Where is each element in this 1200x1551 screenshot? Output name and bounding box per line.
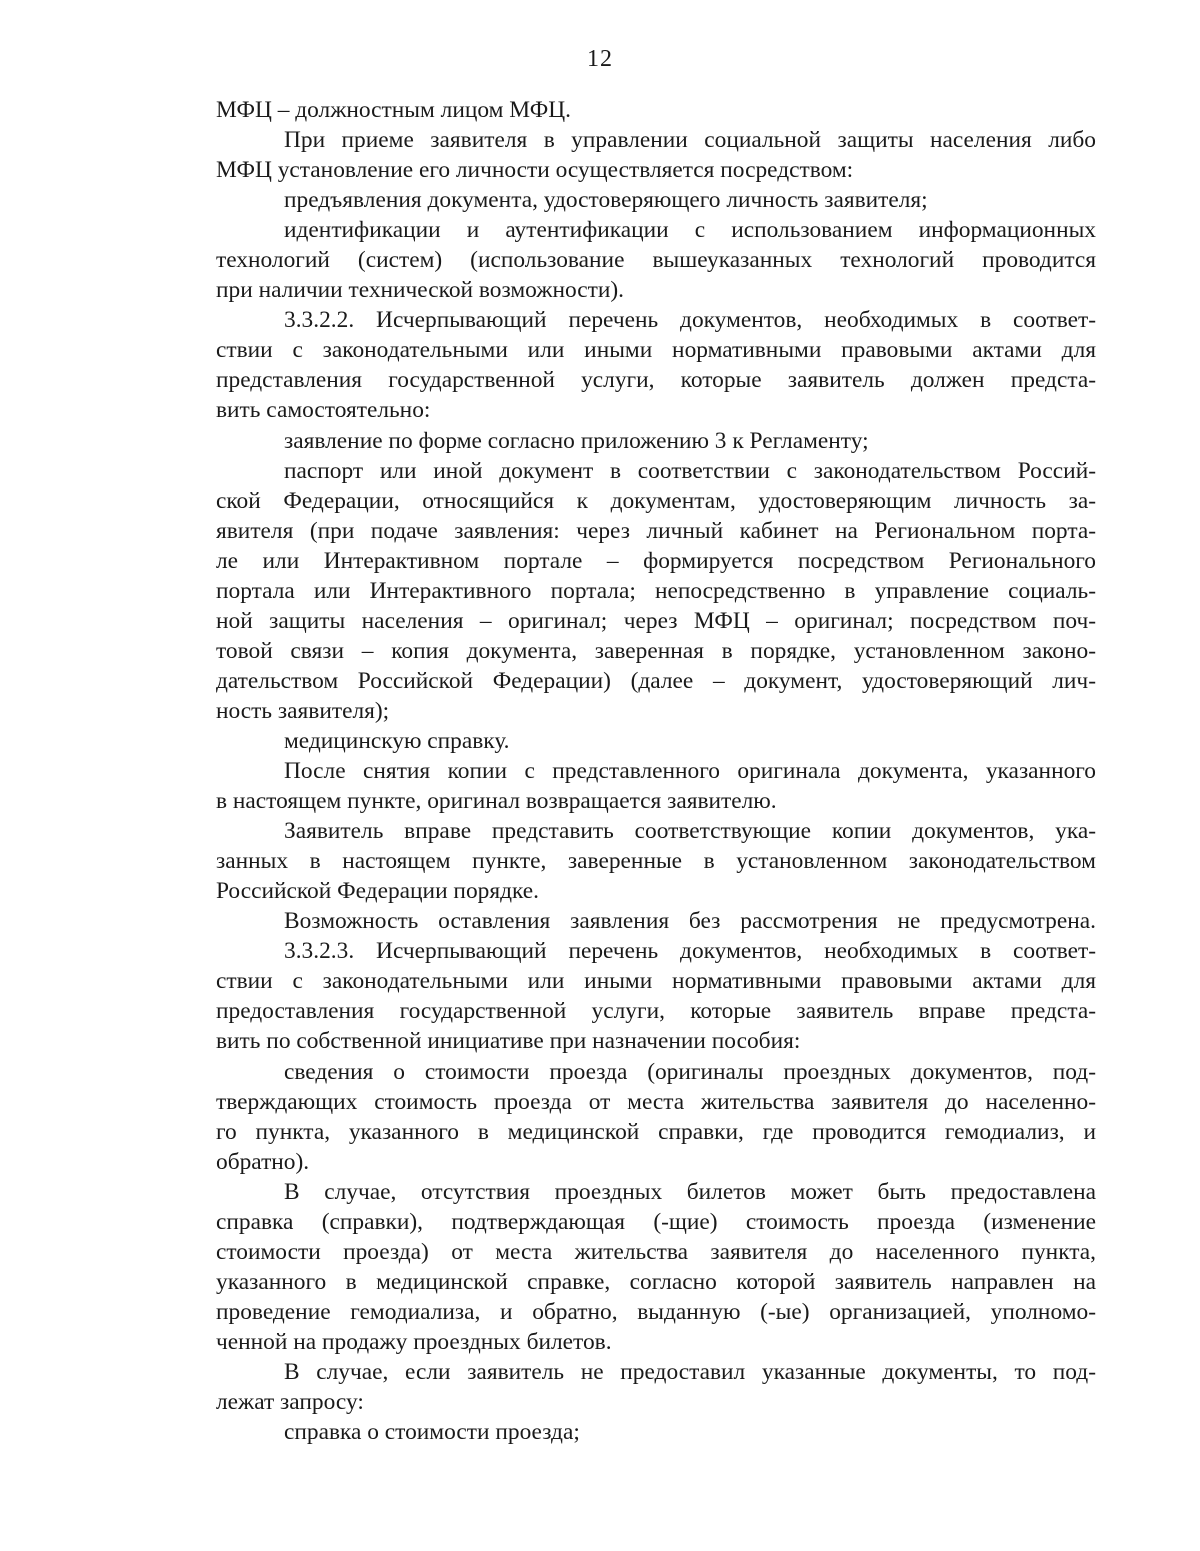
text-line: го пункта, указанного в медицинской справки, где проводится гемодиализ, и <box>216 1118 1096 1145</box>
text-line: предъявления документа, удостоверяющего личность заявителя; <box>284 187 928 214</box>
text-line: паспорт или иной документ в соответствии с законодательством Россий- <box>284 457 1096 484</box>
text-line: стоимости проезда) от места жительства заявителя до населенного пункта, <box>216 1238 1096 1265</box>
text-line: лежат запросу: <box>216 1389 364 1416</box>
text-line: предоставления государственной услуги, которые заявитель вправе предста- <box>216 998 1096 1025</box>
text-line: товой связи – копия документа, заверенная в порядке, установленном законо- <box>216 637 1096 664</box>
text-line: 3.3.2.2. Исчерпывающий перечень документов, необходимых в соответ- <box>284 307 1096 334</box>
text-line: ность заявителя); <box>216 697 390 724</box>
text-line: ской Федерации, относящийся к документам, удостоверяющим личность за- <box>216 487 1096 514</box>
text-line: заявление по форме согласно приложению 3 к Регламенту; <box>284 427 869 454</box>
text-line: явителя (при подаче заявления: через личный кабинет на Региональном порта- <box>216 517 1096 544</box>
text-line: медицинскую справку. <box>284 727 510 754</box>
text-line: В случае, отсутствия проездных билетов может быть предоставлена <box>284 1178 1096 1205</box>
text-line: идентификации и аутентификации с использованием информационных <box>284 217 1096 244</box>
text-line: занных в настоящем пункте, заверенные в установленном законодательством <box>216 848 1096 875</box>
document-body <box>216 95 1096 1447</box>
text-line: обратно). <box>216 1148 310 1175</box>
text-line: портала или Интерактивного портала; непосредственно в управление социаль- <box>216 577 1096 604</box>
text-line: Заявитель вправе представить соответствующие копии документов, ука- <box>284 818 1096 845</box>
text-line: ствии с законодательными или иными нормативными правовыми актами для <box>216 337 1096 364</box>
text-line: указанного в медицинской справке, согласно которой заявитель направлен на <box>216 1268 1096 1295</box>
text-line: ной защиты населения – оригинал; через МФЦ – оригинал; посредством поч- <box>216 607 1096 634</box>
text-line: вить по собственной инициативе при назначении пособия: <box>216 1028 801 1055</box>
text-line: В случае, если заявитель не предоставил указанные документы, то под- <box>284 1358 1096 1385</box>
text-line: ствии с законодательными или иными нормативными правовыми актами для <box>216 968 1096 995</box>
text-line: справка о стоимости проезда; <box>284 1419 580 1446</box>
text-line: тверждающих стоимость проезда от места жительства заявителя до населенно- <box>216 1088 1096 1115</box>
text-line: технологий (систем) (использование вышеуказанных технологий проводится <box>216 247 1096 274</box>
text-line: вить самостоятельно: <box>216 397 431 424</box>
text-line: представления государственной услуги, которые заявитель должен предста- <box>216 367 1096 394</box>
text-line: справка (справки), подтверждающая (-щие) стоимость проезда (изменение <box>216 1208 1096 1235</box>
text-line: После снятия копии с представленного оригинала документа, указанного <box>284 758 1096 785</box>
text-line: Возможность оставления заявления без рассмотрения не предусмотрена. <box>284 908 1096 935</box>
text-line: Российской Федерации порядке. <box>216 878 540 905</box>
text-line: дательством Российской Федерации) (далее – документ, удостоверяющий лич- <box>216 667 1096 694</box>
text-line: при наличии технической возможности). <box>216 277 625 304</box>
text-line: ченной на продажу проездных билетов. <box>216 1328 612 1355</box>
text-line: МФЦ – должностным лицом МФЦ. <box>216 97 571 123</box>
text-line: 3.3.2.3. Исчерпывающий перечень документов, необходимых в соответ- <box>284 938 1096 965</box>
text-line: МФЦ установление его личности осуществляется посредством: <box>216 157 854 184</box>
text-line: ле или Интерактивном портале – формируется посредством Регионального <box>216 547 1096 574</box>
page-number: 12 <box>587 46 613 72</box>
text-line: При приеме заявителя в управлении социальной защиты населения либо <box>284 127 1096 154</box>
text-line: в настоящем пункте, оригинал возвращается заявителю. <box>216 788 777 815</box>
text-line: сведения о стоимости проезда (оригиналы проездных документов, под- <box>284 1058 1096 1085</box>
text-line: проведение гемодиализа, и обратно, выданную (-ые) организацией, уполномо- <box>216 1298 1096 1325</box>
